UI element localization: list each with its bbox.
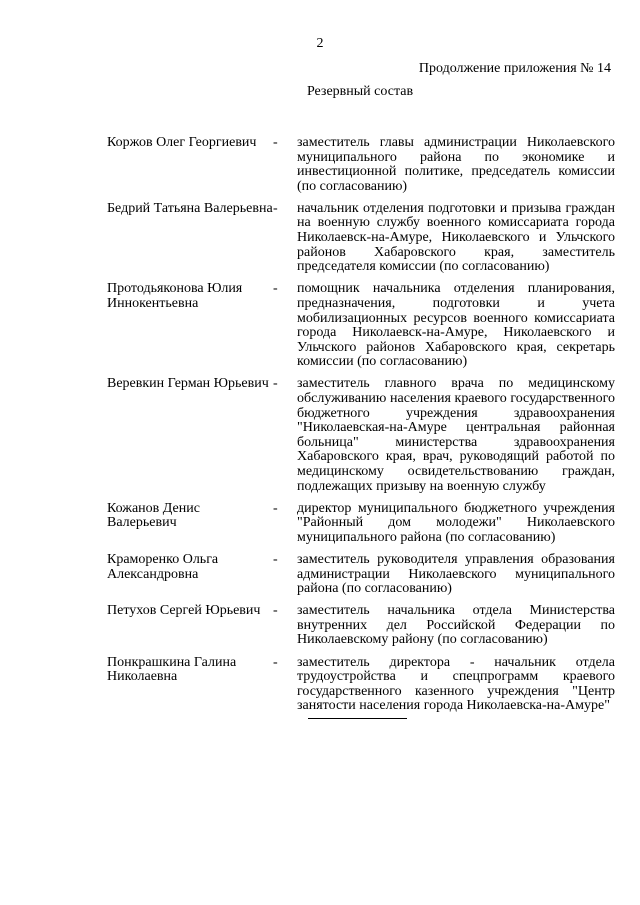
member-entry: [107, 604, 615, 648]
member-role: помощник начальника отделения планирования, предназначения, подготовки и учета мобилизационных ресурсов военного комиссариата города Николаевск-на-Амуре, Николаевского и Ульчского районов Хабаровского края, секретарь комиссии (по согласованию): [297, 281, 615, 370]
member-role: заместитель директора - начальник отдела трудоустройства и спецпрограмм краевого государственного казенного учреждения "Центр занятости населения города Николаевска-на-Амуре": [297, 654, 615, 714]
member-role: заместитель главного врача по медицинскому обслуживанию населения краевого государственного бюджетного учреждения здравоохранения "Николаевская-на-Амуре центральная районная больница" министерства здравоохранения Хабаровского края, врач, руководящий работой по медицинскому освидетельствованию граждан, подлежащих призыву на военную службу: [297, 376, 615, 494]
member-name: Веревкин Герман Юрьевич: [107, 376, 269, 392]
member-dash: -: [273, 376, 278, 392]
member-dash: -: [273, 654, 278, 670]
member-role: директор муниципального бюджетного учреждения "Районный дом молодежи" Николаевского муниципального района (по согласованию): [297, 500, 615, 545]
member-name: Кожанов Денис Валерьевич: [107, 500, 200, 531]
member-entry: [107, 377, 615, 494]
member-dash: -: [273, 200, 278, 216]
member-name: Краморенко Ольга Александровна: [107, 551, 219, 582]
member-dash: -: [273, 135, 278, 150]
member-entry: [107, 502, 615, 546]
member-role: заместитель руководителя управления образования администрации Николаевского муниципального района (по согласованию): [297, 551, 615, 597]
member-name: Коржов Олег Георгиевич: [107, 135, 257, 150]
member-name: Понкрашкина Галина Николаевна: [107, 654, 237, 685]
end-separator-line: [308, 718, 407, 719]
member-role: начальник отделения подготовки и призыва граждан на военную службу военного комиссариата города Николаевск-на-Амуре, Николаевского и Ульчского районов Хабаровского края, заместитель председателя комиссии (по согласованию): [297, 200, 615, 275]
section-title: Резервный состав: [306, 84, 414, 99]
members-list: [107, 136, 615, 721]
member-dash: -: [273, 500, 278, 516]
page-number: 2: [316, 36, 324, 51]
member-name: Петухов Сергей Юрьевич: [107, 603, 261, 619]
member-entry: [107, 553, 615, 597]
member-dash: -: [273, 603, 278, 619]
member-role: заместитель начальника отдела Министерства внутренних дел Российской Федерации по Николаевскому району (по согласованию): [297, 603, 615, 648]
member-role: заместитель главы администрации Николаевского муниципального района по экономике и инвестиционной политике, председатель комиссии (по согласованию): [297, 135, 615, 194]
member-entry: [107, 656, 615, 714]
member-entry: [107, 136, 615, 194]
member-entry: [107, 202, 615, 275]
appendix-note: Продолжение приложения № 14: [418, 61, 611, 76]
member-dash: -: [273, 281, 278, 297]
member-name: Бедрий Татьяна Валерьевна: [107, 200, 273, 216]
member-dash: -: [273, 551, 278, 567]
member-name: Протодьяконова Юлия Иннокентьевна: [107, 281, 243, 311]
member-entry: [107, 282, 615, 370]
